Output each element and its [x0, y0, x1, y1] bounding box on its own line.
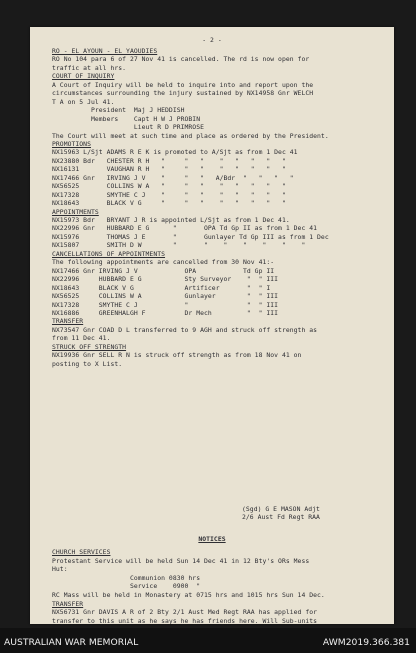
- notice-line: Service 0900 ": [52, 582, 201, 591]
- text-line: traffic at all hrs.: [52, 63, 127, 72]
- footer-institution: AUSTRALIAN WAR MEMORIAL: [4, 637, 139, 648]
- text-line: NX15973 Bdr BRYANT J R is appointed L/Sjt as from 1 Dec 41.: [52, 216, 290, 224]
- text-line: A Court of Inquiry will be held to inquire into and report upon the: [52, 80, 314, 89]
- notice-line: Protestant Service will be held Sun 14 Dec 41 in 12 Bty's ORs Mess: [52, 556, 310, 565]
- notice-line: Communion 0830 hrs: [52, 573, 201, 582]
- section-heading: TRANSFER: [52, 317, 84, 326]
- text-line: NX22996 HUBBARD E G Sty Surveyor " " III: [52, 275, 279, 284]
- notice-line: RC Mass will be held in Monastery at 0715 hrs and 1015 hrs Sun 14 Dec.: [52, 591, 325, 599]
- section-heading: STRUCK OFF STRENGTH: [52, 342, 127, 351]
- signature-line-2: 2/6 Aust Fd Regt RAA: [242, 513, 320, 521]
- notice-line: NX56731 Gnr DAVIS A R of 2 Bty 2/1 Aust Med Regt RAA has applied for: [52, 608, 318, 617]
- section-heading: RO - EL AYOUN - EL YAOUDIES: [52, 47, 158, 55]
- section-heading: COURT OF INQUIRY: [52, 72, 115, 81]
- text-line: NX17466 Gnr IRVING J V " " " A/Bdr " " " ": [52, 173, 294, 182]
- text-line: NX17328 SMYTHE C J " " " " " " " ": [52, 190, 286, 199]
- footer-reference: AWM2019.366.381: [322, 637, 410, 648]
- notice-line: transfer to this unit as he says he has friends here. Will Sub-units: [52, 616, 318, 624]
- document-page: [30, 27, 394, 624]
- text-line: NX18643 BLACK V G Artificer " " I: [52, 283, 271, 292]
- text-line: The Court will meet at such time and place as ordered by the President.: [52, 131, 329, 140]
- text-line: NX15976 THOMAS J E " Gunlayer Td Gp III as from 1 Dec: [52, 232, 329, 241]
- text-line: President Maj J HEDDISH: [52, 106, 185, 115]
- text-line: NX19936 Gnr SELL R N is struck off strength as from 18 Nov 41 on: [52, 351, 302, 360]
- section-heading: APPOINTMENTS: [52, 207, 99, 216]
- text-line: RO No 104 para 6 of 27 Nov 41 is cancelled. The rd is now open for: [52, 55, 310, 64]
- text-line: NX56525 COLLINS W A Gunlayer " " III: [52, 292, 279, 301]
- text-line: NX56525 COLLINS W A " " " " " " " ": [52, 182, 286, 191]
- text-line: The following appointments are cancelled from 30 Nov 41:-: [52, 258, 275, 267]
- text-line: from 11 Dec 41.: [52, 334, 111, 343]
- notice-line: Hut:: [52, 565, 68, 574]
- text-line: NX15963 L/Sjt ADAMS R E K is promoted to A/Sjt as from 1 Dec 41: [52, 148, 298, 157]
- text-line: Lieut R D PRIMROSE: [52, 123, 205, 132]
- footer-bar: [0, 628, 416, 653]
- section-heading: PROMOTIONS: [52, 139, 91, 148]
- signature-line-1: (Sgd) G E MASON Adjt: [242, 505, 320, 513]
- text-line: NX17328 SMYTHE C J " " " III: [52, 300, 279, 309]
- text-line: NX17466 Gnr IRVING J V OPA Td Gp II: [52, 266, 275, 275]
- text-line: NX22996 Gnr HUBBARD E G " OPA Td Gp II as from 1 Dec 41: [52, 224, 318, 233]
- section-heading: CANCELLATIONS OF APPOINTMENTS: [52, 249, 166, 258]
- page-number: - 2 -: [202, 36, 222, 44]
- text-line: NX73547 Gnr COAD D L transferred to 9 AGH and struck off strength as: [52, 325, 318, 334]
- text-line: NX18643 BLACK V G " " " " " " " ": [52, 199, 286, 208]
- text-line: Members Capt H W J PROBIN: [52, 114, 201, 123]
- text-line: NX16886 GREENHALGH F Dr Mech " " III: [52, 308, 279, 317]
- text-line: posting to X List.: [52, 359, 123, 368]
- text-line: NX15807 SMITH D W " " " " " " ": [52, 241, 306, 250]
- notice-heading: TRANSFER: [52, 599, 84, 608]
- text-line: T A on 5 Jul 41.: [52, 97, 115, 106]
- text-line: NX16131 VAUGHAN R H " " " " " " " ": [52, 165, 286, 174]
- notices-title: NOTICES: [198, 535, 226, 543]
- text-line: circumstances surrounding the injury sustained by NX14958 Gnr WELCH: [52, 89, 314, 98]
- text-line: NX23880 Bdr CHESTER R H " " " " " " " ": [52, 156, 286, 165]
- notice-heading: CHURCH SERVICES: [52, 548, 111, 556]
